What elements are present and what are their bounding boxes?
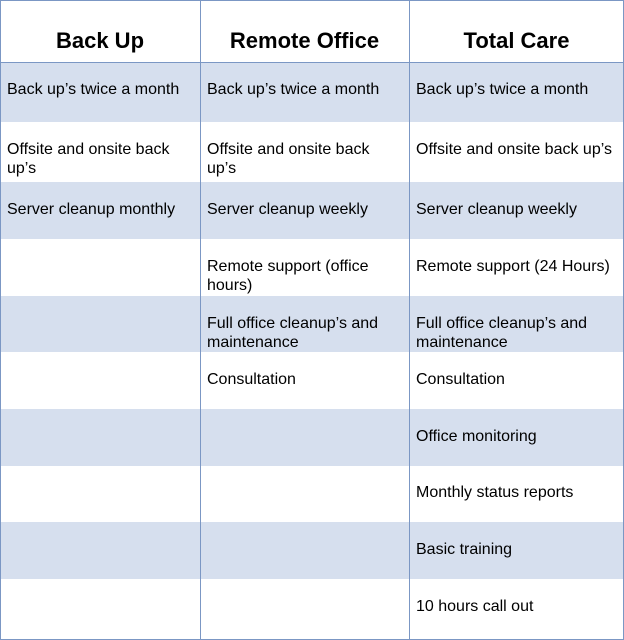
header-row: [0, 0, 624, 63]
table-row: [0, 409, 624, 466]
table-cell: Server cleanup weekly: [207, 201, 368, 218]
table-row: [0, 352, 624, 409]
table-cell: Server cleanup monthly: [7, 201, 176, 218]
table-cell: Basic training: [416, 541, 513, 558]
table-row: [0, 182, 624, 239]
header-divider: [0, 62, 624, 63]
table-cell: Full office cleanup’s and maintenance: [416, 315, 588, 351]
header-remote-office: Remote Office: [229, 28, 380, 53]
table-cell: Offsite and onsite back up’s: [207, 141, 370, 177]
table-cell: Remote support (office hours): [207, 258, 369, 294]
table-row: [0, 466, 624, 522]
table-cell: [0, 239, 200, 296]
table-cell: Consultation: [416, 371, 505, 388]
column-divider: [409, 0, 410, 640]
table-cell: Consultation: [207, 371, 296, 388]
table-cell: [0, 352, 200, 409]
table-cell: [0, 296, 200, 352]
table-row: [0, 522, 624, 579]
header-back-up: Back Up: [55, 28, 145, 53]
table-cell: Full office cleanup’s and maintenance: [207, 315, 379, 351]
table-row: [0, 296, 624, 352]
table-row: [0, 239, 624, 296]
header-total-care: Total Care: [463, 28, 570, 53]
table-cell: 10 hours call out: [416, 598, 534, 615]
table-cell: Office monitoring: [416, 428, 537, 445]
table-cell: [200, 522, 409, 579]
table-cell: Server cleanup weekly: [416, 201, 577, 218]
table-cell: [0, 466, 200, 522]
table-cell: [200, 409, 409, 466]
table-cell: [0, 409, 200, 466]
table-cell: [0, 522, 200, 579]
column-divider: [200, 0, 201, 640]
table-cell: Offsite and onsite back up’s: [7, 141, 170, 177]
table-row: [0, 579, 624, 640]
table-cell: Back up’s twice a month: [207, 81, 380, 98]
table-cell: Monthly status reports: [416, 484, 574, 501]
table-cell: [200, 579, 409, 640]
table-cell: [200, 466, 409, 522]
table-cell: Back up’s twice a month: [416, 81, 589, 98]
table-cell: Offsite and onsite back up’s: [416, 141, 612, 158]
table-row: [0, 63, 624, 122]
table-cell: Remote support (24 Hours): [416, 258, 610, 275]
table-cell: Back up’s twice a month: [7, 81, 180, 98]
table-row: [0, 122, 624, 182]
table-cell: [0, 579, 200, 640]
